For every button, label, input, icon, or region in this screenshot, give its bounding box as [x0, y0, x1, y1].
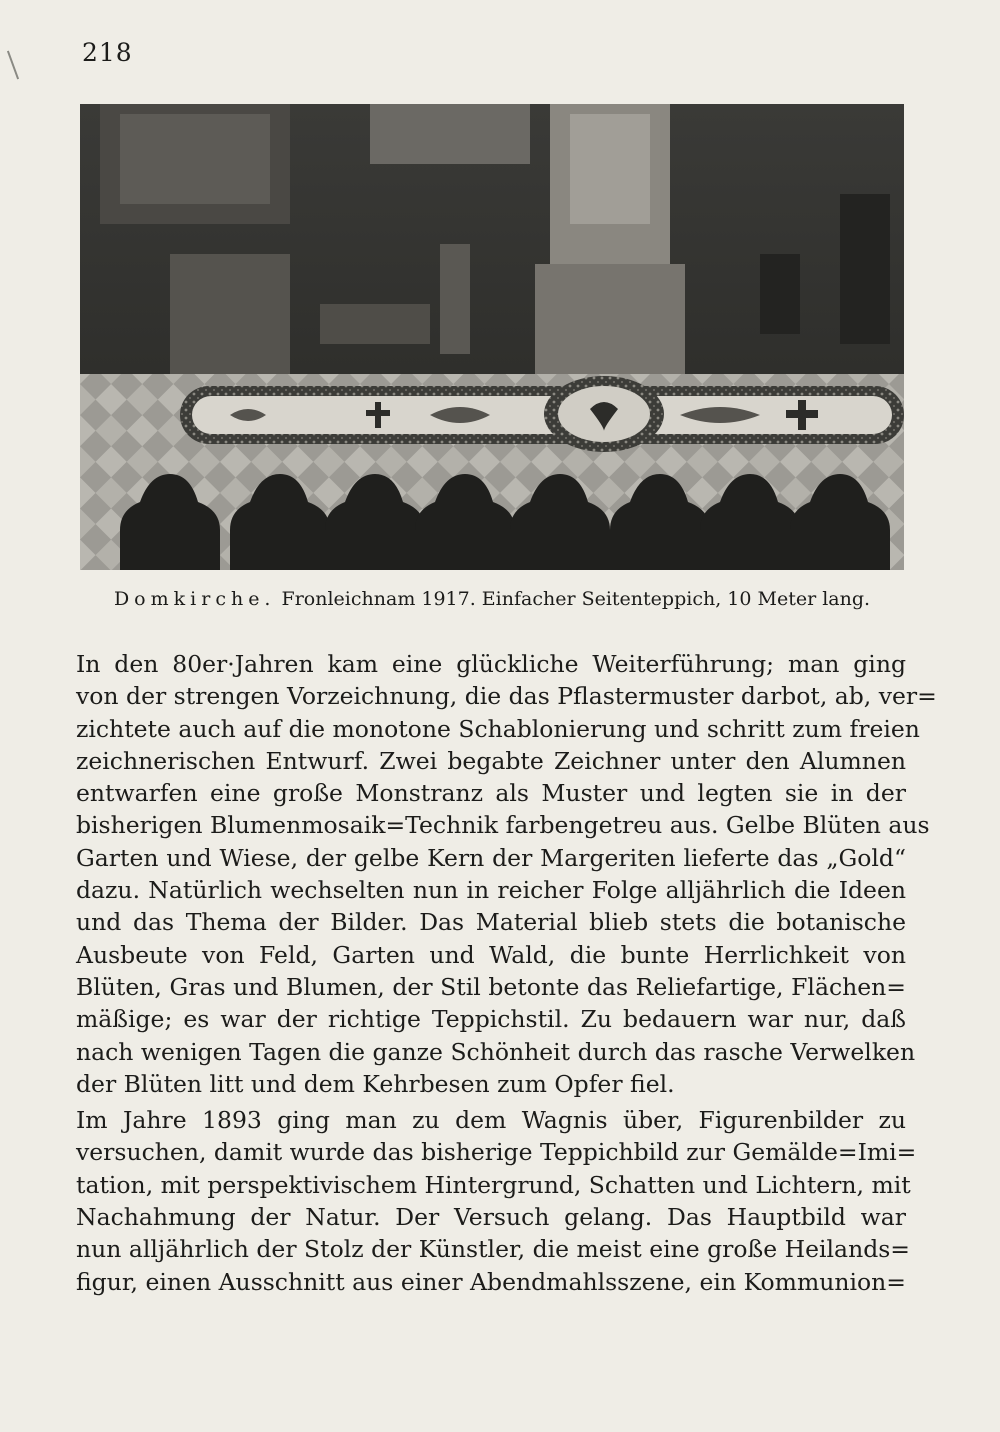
text-line: nun alljährlich der Stolz der Künstler, die meist eine große Heilands=: [76, 1235, 910, 1264]
text-line: In den 80er·Jahren kam eine glückliche Weiterführung; man ging: [76, 650, 906, 678]
text-line: Ausbeute von Feld, Garten und Wald, die bunte Herrlichkeit von: [76, 940, 906, 969]
photo-domkirche-floor-carpet: [80, 104, 904, 570]
paragraph-2: [76, 1104, 917, 1298]
text-line: tation, mit perspektivischem Hintergrund, Schatten und Lichtern, mit: [76, 1170, 911, 1199]
church-floor-flower-carpet-photo: [80, 104, 904, 570]
text-line: entwarfen eine große Monstranz als Muster und legten sie in der: [76, 779, 906, 808]
paragraph-1: [76, 648, 937, 1100]
flower-carpet: [180, 376, 904, 452]
text-line: Blüten, Gras und Blumen, der Stil betonte das Reliefartige, Flächen=: [76, 972, 906, 1001]
text-line: zeichnerischen Entwurf. Zwei begabte Zeichner unter den Alumnen: [76, 746, 906, 775]
page-number: 218: [82, 38, 133, 67]
pillar-base-left: [170, 254, 290, 394]
caption-lead: Domkirche.: [113, 588, 276, 610]
figure-caption: [80, 588, 904, 610]
text-line: Garten und Wiese, der gelbe Kern der Margeriten lieferte das „Gold“: [76, 843, 906, 872]
text-line: Nachahmung der Natur. Der Versuch gelang. Das Hauptbild war: [76, 1203, 906, 1232]
body-text: [76, 648, 937, 1298]
text-line: mäßige; es war der richtige Teppichstil. Zu bedauern war nur, daß: [76, 1005, 906, 1034]
text-line: dazu. Natürlich wechselten nun in reicher Folge alljährlich die Ideen: [76, 876, 906, 905]
text-line: der Blüten litt und dem Kehrbesen zum Opfer fiel.: [76, 1069, 675, 1098]
text-line: figur, einen Ausschnitt aus einer Abendmahlsszene, ein Kommunion=: [76, 1267, 906, 1296]
text-line: Im Jahre 1893 ging man zu dem Wagnis über, Figurenbilder zu: [76, 1106, 906, 1135]
text-line: und das Thema der Bilder. Das Material blieb stets die botanische: [76, 908, 906, 937]
margin-mark: [7, 51, 19, 80]
text-line: zichtete auch auf die monotone Schablonierung und schritt zum freien: [76, 714, 920, 743]
text-line: bisherigen Blumenmosaik=Technik farbengetreu aus. Gelbe Blüten aus: [76, 811, 930, 840]
caption-text: Fronleichnam 1917. Einfacher Seitenteppich, 10 Meter lang.: [281, 588, 871, 610]
text-line: versuchen, damit wurde das bisherige Teppichbild zur Gemälde=Imi=: [76, 1138, 917, 1167]
text-line: nach wenigen Tagen die ganze Schönheit durch das rasche Verwelken: [76, 1037, 916, 1066]
text-line: von der strengen Vorzeichnung, die das Pflastermuster darbot, ab, ver=: [76, 682, 937, 711]
